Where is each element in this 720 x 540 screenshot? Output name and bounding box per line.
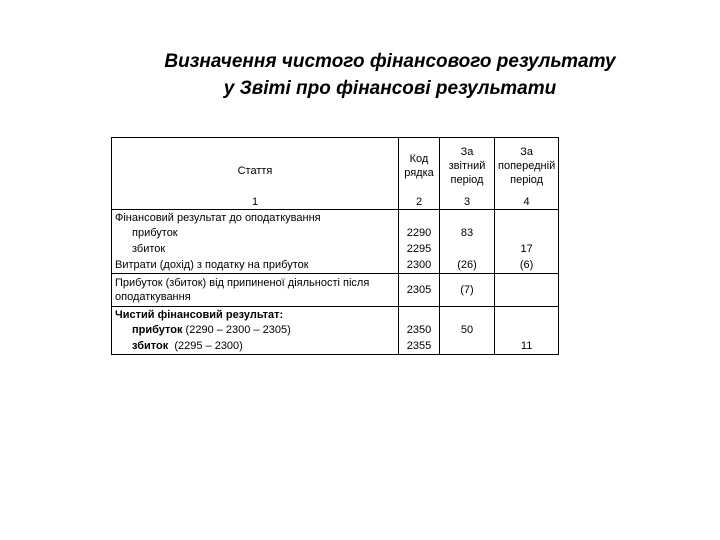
table-row [112, 241, 559, 257]
row-label: Витрати (дохід) з податку на прибуток [112, 257, 399, 274]
row-code [399, 210, 440, 226]
row-previous: 17 [495, 241, 559, 257]
table-row [112, 225, 559, 241]
row-current: (7) [440, 274, 495, 307]
row-previous [495, 274, 559, 307]
header-code: Код рядка [399, 138, 440, 195]
row-code: 2355 [399, 338, 440, 355]
table-row [112, 307, 559, 323]
header-row [112, 138, 559, 195]
row-label: Чистий фінансовий результат: [112, 307, 399, 323]
row-current: 50 [440, 322, 495, 338]
row-current: 83 [440, 225, 495, 241]
column-number: 2 [415, 195, 423, 208]
table-row [112, 322, 559, 338]
column-number: 3 [440, 194, 495, 210]
page-title [110, 48, 670, 102]
row-code: 2300 [406, 259, 432, 271]
row-code: 2350 [406, 324, 432, 336]
row-current [440, 307, 495, 323]
row-label-formula: (2290 – 2300 – 2305) [182, 324, 291, 336]
row-current [440, 241, 495, 257]
table-row [112, 210, 559, 226]
row-label: Прибуток (збиток) від припиненої діяльності після оподаткування [112, 274, 399, 307]
row-previous [495, 225, 559, 241]
row-label: Фінансовий результат до оподаткування [112, 210, 399, 226]
row-label-formula: (2295 – 2300) [168, 340, 243, 352]
row-current: (26) [440, 257, 495, 274]
row-current [440, 338, 495, 355]
row-previous [495, 307, 559, 323]
row-code: 2290 [406, 227, 432, 239]
row-label-bold: прибуток [132, 324, 183, 336]
header-previous-period: За попередній період [495, 138, 559, 195]
row-code: 2295 [406, 243, 432, 255]
table-row [112, 338, 559, 355]
table-row [112, 257, 559, 274]
title-line-1: Визначення чистого фінансового результату [164, 51, 616, 72]
financial-results-table [111, 137, 559, 355]
column-numbers-row [112, 194, 559, 210]
header-article: Стаття [112, 138, 399, 195]
row-previous: 11 [495, 338, 559, 355]
title-line-2: у Звіті про фінансові результати [223, 78, 557, 99]
column-number: 1 [112, 194, 399, 210]
row-label: прибуток [112, 225, 399, 241]
row-code [399, 307, 440, 323]
row-label: збиток [112, 241, 399, 257]
row-current [440, 210, 495, 226]
row-previous: (6) [495, 257, 559, 274]
row-label [112, 338, 399, 355]
row-previous [495, 210, 559, 226]
table-row [112, 274, 559, 307]
row-code: 2305 [399, 274, 440, 307]
column-number: 4 [495, 194, 559, 210]
row-label [112, 322, 399, 338]
row-label-bold: збиток [132, 340, 169, 352]
header-current-period: За звітний період [440, 138, 495, 195]
row-previous [495, 322, 559, 338]
